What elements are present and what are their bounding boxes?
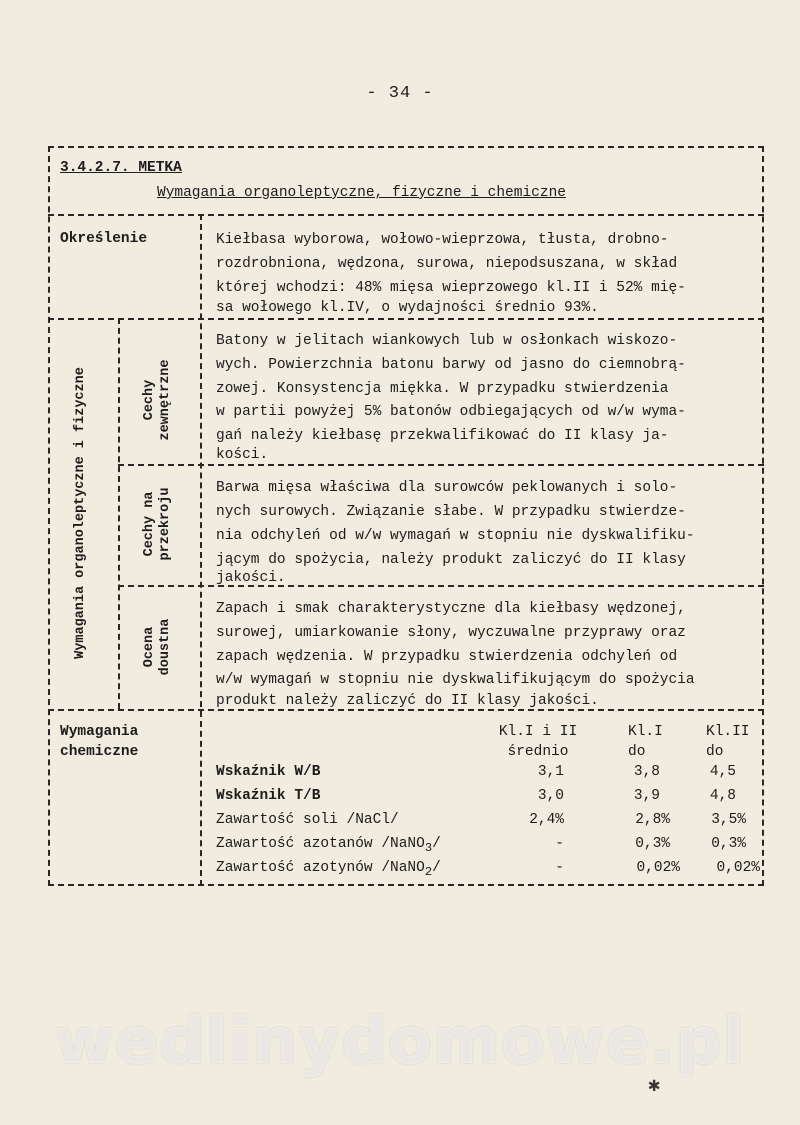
table-cell: 0,02% bbox=[636, 860, 680, 876]
header-line: średnio bbox=[507, 744, 569, 760]
table-cell: 2,8% bbox=[635, 812, 670, 828]
table-cell: 3,0 bbox=[537, 788, 564, 804]
label-line: chemiczne bbox=[60, 744, 139, 760]
text-line: kości. bbox=[216, 447, 269, 463]
header-line: Kl.II bbox=[706, 724, 750, 740]
table-cell: 3,8 bbox=[633, 764, 660, 780]
row-label-cross-section bbox=[142, 474, 176, 574]
table-cell: 3,1 bbox=[537, 764, 564, 780]
divider bbox=[48, 214, 764, 216]
text-line: w/w wymagań w stopniu nie dyskwalifikującym do spożycia bbox=[216, 672, 695, 688]
table-cell: 0,3% bbox=[635, 836, 670, 852]
section-subtitle: Wymagania organoleptyczne, fizyczne i chemiczne bbox=[157, 185, 566, 201]
row-name: Zawartość azotynów /NaNO bbox=[216, 860, 425, 876]
column-divider bbox=[118, 318, 120, 709]
header-line: Kl.I bbox=[628, 724, 663, 740]
table-row: Zawartość soli /NaCl/ bbox=[216, 812, 399, 828]
subscript: 3 bbox=[424, 840, 433, 855]
text-line: surowej, umiarkowanie słony, wyczuwalne przyprawy oraz bbox=[216, 625, 686, 641]
label-line: przekroju bbox=[158, 487, 173, 561]
divider bbox=[118, 585, 764, 587]
text-line: Barwa mięsa właściwa dla surowców peklowanych i solo- bbox=[216, 480, 678, 496]
table-row bbox=[216, 834, 441, 858]
row-suffix: / bbox=[432, 836, 441, 852]
table-row: Wskaźnik W/B bbox=[216, 764, 321, 780]
definition-label: Określenie bbox=[60, 231, 148, 247]
table-row bbox=[216, 858, 441, 882]
text-line: Batony w jelitach wiankowych lub w osłonkach wiskozo- bbox=[216, 333, 678, 349]
text-line: sa wołowego kl.IV, o wydajności średnio 93%. bbox=[216, 300, 599, 316]
text-line: w partii powyżej 5% batonów odbiegających od w/w wyma- bbox=[216, 404, 686, 420]
label-line: Cechy bbox=[142, 379, 157, 421]
organoleptic-group-label: Wymagania organoleptyczne i fizyczne bbox=[73, 367, 88, 659]
table-row: Wskaźnik T/B bbox=[216, 788, 321, 804]
text-line: jącym do spożycia, należy produkt zaliczyć do II klasy bbox=[216, 552, 686, 568]
table-cell: 4,8 bbox=[709, 788, 736, 804]
text-line: Kiełbasa wyborowa, wołowo-wieprzowa, tłusta, drobno- bbox=[216, 232, 669, 248]
table-cell: 4,5 bbox=[709, 764, 736, 780]
row-suffix: / bbox=[432, 860, 441, 876]
text-line: wych. Powierzchnia batonu barwy od jasno do ciemnobrą- bbox=[216, 357, 686, 373]
text-line: rozdrobniona, wędzona, surowa, niepodsuszana, w skład bbox=[216, 256, 678, 272]
text-line: Zapach i smak charakterystyczne dla kiełbasy wędzonej, bbox=[216, 601, 686, 617]
label-line: zewnętrzne bbox=[158, 359, 173, 441]
label-line: Wymagania bbox=[60, 724, 139, 740]
label-line: Cechy na bbox=[142, 491, 157, 557]
section-number: 3.4.2.7. bbox=[60, 160, 130, 176]
text-line: nia odchyleń od w/w wymagań w stopniu nie dyskwalifiku- bbox=[216, 528, 695, 544]
text-line: zowej. Konsystencja miękka. W przypadku stwierdzenia bbox=[216, 381, 669, 397]
label-line: Ocena bbox=[142, 626, 157, 668]
row-label-external bbox=[142, 345, 176, 455]
text-line: nych surowych. Związanie słabe. W przypadku stwierdze- bbox=[216, 504, 686, 520]
chemical-label bbox=[60, 722, 138, 762]
text-line: produkt należy zaliczyć do II klasy jakości. bbox=[216, 693, 599, 709]
section-heading bbox=[60, 156, 182, 180]
subscript: 2 bbox=[424, 864, 433, 879]
label-line: doustna bbox=[158, 618, 173, 676]
table-cell: 0,3% bbox=[711, 836, 746, 852]
column-header bbox=[628, 722, 663, 762]
column-header bbox=[706, 722, 750, 762]
table-cell: 3,5% bbox=[711, 812, 746, 828]
column-header bbox=[488, 722, 588, 762]
column-divider bbox=[200, 214, 202, 886]
page-number: - 34 - bbox=[366, 84, 434, 103]
header-line: Kl.I i II bbox=[498, 724, 578, 740]
row-label-taste bbox=[142, 592, 176, 702]
table-cell: - bbox=[555, 836, 564, 852]
header-line: do bbox=[706, 744, 724, 760]
text-line: zapach wędzenia. W przypadku stwierdzenia odchyleń od bbox=[216, 649, 678, 665]
text-line: gań należy kiełbasę przekwalifikować do II klasy ja- bbox=[216, 428, 669, 444]
divider bbox=[118, 464, 764, 466]
row-name: Zawartość azotanów /NaNO bbox=[216, 836, 425, 852]
text-line: której wchodzi: 48% mięsa wieprzowego kl.II i 52% mię- bbox=[216, 280, 686, 296]
text-line: jakości. bbox=[216, 570, 286, 586]
stamp-mark: ✱ bbox=[648, 1075, 661, 1098]
table-cell: 0,02% bbox=[716, 860, 760, 876]
table-cell: - bbox=[555, 860, 564, 876]
table-cell: 2,4% bbox=[529, 812, 564, 828]
section-name: METKA bbox=[138, 160, 182, 176]
header-line: do bbox=[628, 744, 646, 760]
watermark: wedlinydomowe.pl bbox=[54, 1005, 746, 1079]
table-cell: 3,9 bbox=[633, 788, 660, 804]
